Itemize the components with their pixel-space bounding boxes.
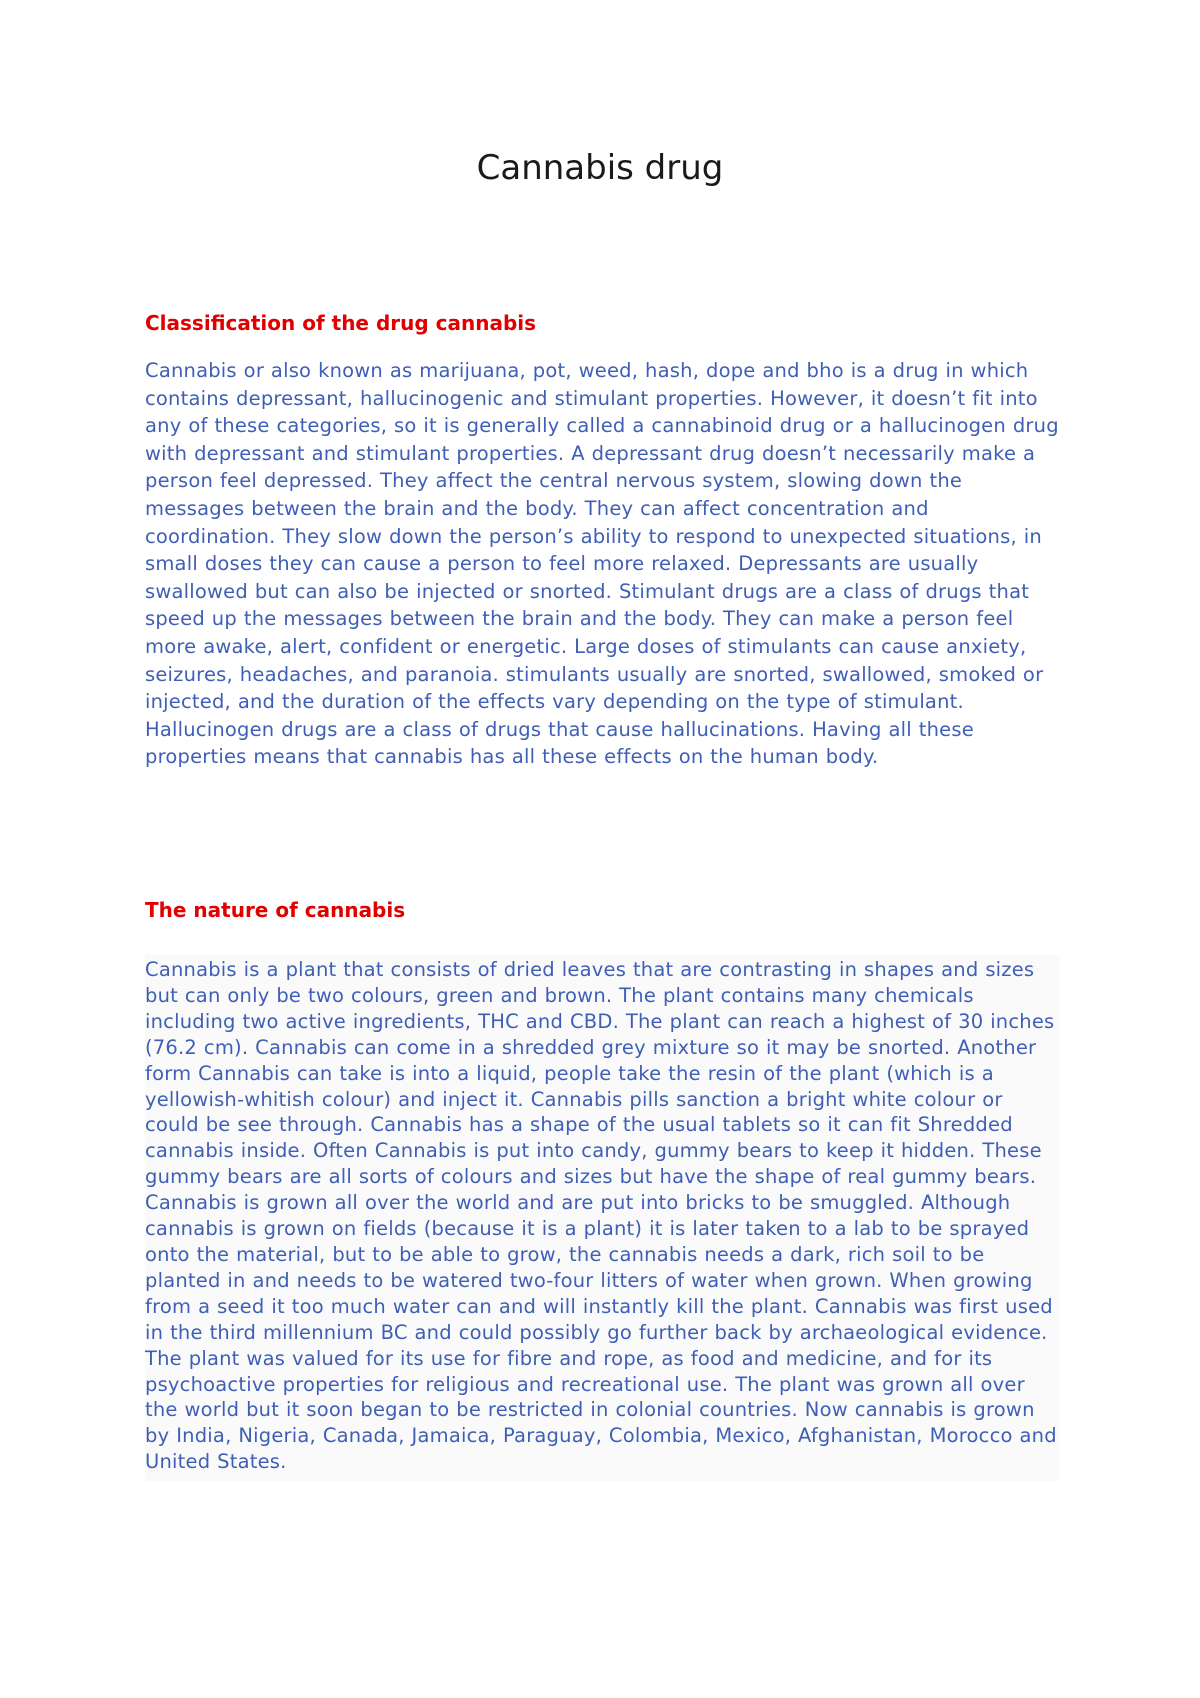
document-title: Cannabis drug bbox=[476, 148, 724, 188]
section-heading-nature: The nature of cannabis bbox=[145, 898, 406, 922]
section-paragraph-classification: Cannabis or also known as marijuana, pot, weed, hash, dope and bho is a drug in which contains depressant, hallucinogenic and stimulant properties. However, it doesn’t fit into any of these categories, so it is generally called a cannabinoid drug or a hallucinogen drug with depressant and stimulant properties. A depressant drug doesn’t necessarily make a person feel depressed. They affect the central nervous system, slowing down the messages between the brain and the body. They can affect concentration and coordination. They slow down the person’s ability to respond to unexpected situations, in small doses they can cause a person to feel more relaxed. Depressants are usually swallowed but can also be injected or snorted. Stimulant drugs are a class of drugs that speed up the messages between the brain and the body. They can make a person feel more awake, alert, confident or energetic. Large doses of stimulants can cause anxiety, seizures, headaches, and paranoia. stimulants usually are snorted, swallowed, smoked or injected, and the duration of the effects vary depending on the type of stimulant. Hallucinogen drugs are a class of drugs that cause hallucinations. Having all these properties means that cannabis has all these effects on the human body. bbox=[145, 359, 1059, 769]
section-paragraph-nature: Cannabis is a plant that consists of dried leaves that are contrasting in shapes and sizes but can only be two colours, green and brown. The plant contains many chemicals including two active ingredients, THC and CBD. The plant can reach a highest of 30 inches (76.2 cm). Cannabis can come in a shredded grey mixture so it may be snorted. Another form Cannabis can take is into a liquid, people take the resin of the plant (which is a yellowish-whitish colour) and inject it. Cannabis pills sanction a bright white colour or could be see through. Cannabis has a shape of the usual tablets so it can fit Shredded cannabis inside. Often Cannabis is put into candy, gummy bears to keep it hidden. These gummy bears are all sorts of colours and sizes but have the shape of real gummy bears. Cannabis is grown all over the world and are put into bricks to be smuggled. Although cannabis is grown on fields (because it is a plant) it is later taken to a lab to be sprayed onto the material, but to be able to grow, the cannabis needs a dark, rich soil to be planted in and needs to be watered two-four litters of water when grown. When growing from a seed it too much water can and will instantly kill the plant. Cannabis was first used in the third millennium BC and could possibly go further back by archaeological evidence. The plant was valued for its use for fibre and rope, as food and medicine, and for its psychoactive properties for religious and recreational use. The plant was grown all over the world but it soon began to be restricted in colonial countries. Now cannabis is grown by India, Nigeria, Canada, Jamaica, Paraguay, Colombia, Mexico, Afghanistan, Morocco and United States. bbox=[145, 955, 1060, 1481]
section-heading-classification: Classification of the drug cannabis bbox=[145, 311, 537, 335]
